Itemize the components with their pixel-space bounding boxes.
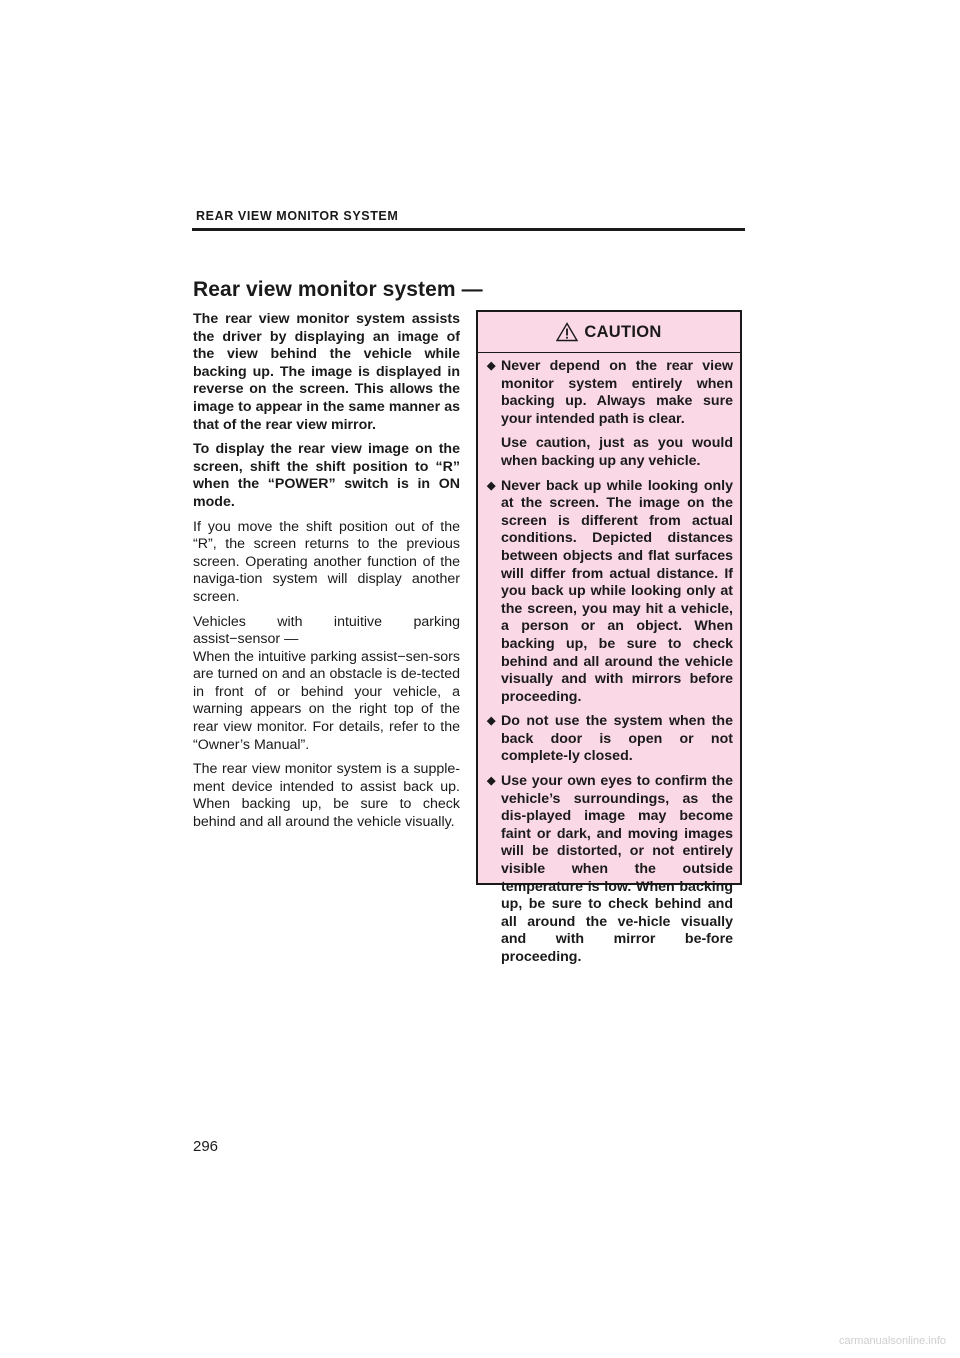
warning-triangle-icon xyxy=(556,322,578,342)
caution-text: Use your own eyes to confirm the vehicle’s surroundings, as the dis-played image may become faint or dark, and moving images will be distorted, or not entirely visible when the outside temperature is low. When backing up, be sure to check behind and all around the ve-hicle visually and with mirror be-fore proceeding. xyxy=(501,773,733,965)
page-number: 296 xyxy=(193,1138,219,1155)
caution-item xyxy=(487,478,733,707)
header-divider xyxy=(192,228,745,231)
caution-label: CAUTION xyxy=(584,322,662,341)
instruction-paragraph: To display the rear view image on the screen, shift the shift position to “R” when the “POWER” switch is in ON mode. xyxy=(193,441,460,510)
watermark: carmanualsonline.info xyxy=(838,1335,946,1347)
bullet-icon: ◆ xyxy=(487,479,496,492)
sensor-paragraph: When the intuitive parking assist−sen-sors are turned on and an obstacle is de-tected in front of or behind your vehicle, a warning appears on the right top of the rear view monitor. For details, refer to the “Owner’s Manual”. xyxy=(193,648,460,753)
section-title: Rear view monitor system — xyxy=(193,278,483,301)
caution-text: Never back up while looking only at the screen. The image on the screen is different from actual conditions. Depicted distances between objects and flat surfaces will differ from actual distance. If you back up while looking only at the screen, you may hit a vehicle, a person or an object. When backing up, be sure to check behind and all around the vehicle visually and with mirrors before proceeding. xyxy=(501,477,733,705)
caution-header xyxy=(478,312,740,353)
bullet-icon: ◆ xyxy=(487,360,496,372)
caution-text: Do not use the system when the back door is open or not complete-ly closed. xyxy=(501,713,733,765)
supplement-paragraph: The rear view monitor system is a supple-ment device intended to assist back up. When backing up, be sure to check behind and all around the vehicle visually. xyxy=(193,761,460,831)
body-text-column xyxy=(193,311,460,839)
caution-box xyxy=(476,310,742,965)
caution-item xyxy=(487,713,733,766)
caution-list xyxy=(478,353,740,967)
intro-paragraph: The rear view monitor system assists the driver by displaying an image of the view behind the vehicle while backing up. The image is displayed in reverse on the screen. This allows the image to appear in the same manner as that of the rear view mirror. xyxy=(193,311,460,433)
caution-item xyxy=(487,358,733,471)
bullet-icon: ◆ xyxy=(487,715,496,728)
caution-item xyxy=(487,773,733,967)
screen-return-paragraph: If you move the shift position out of the “R”, the screen returns to the previous screen. Operating another function of the naviga-tion system will display another screen. xyxy=(193,518,460,605)
sensor-subheading: Vehicles with intuitive parking assist−sensor — xyxy=(193,613,460,648)
bullet-icon: ◆ xyxy=(487,775,496,788)
caution-text: Never depend on the rear view monitor system entirely when backing up. Always make sure your intended path is clear. xyxy=(501,358,733,427)
running-header: REAR VIEW MONITOR SYSTEM xyxy=(196,209,399,223)
caution-text: Use caution, just as you would when backing up any vehicle. xyxy=(501,435,733,469)
